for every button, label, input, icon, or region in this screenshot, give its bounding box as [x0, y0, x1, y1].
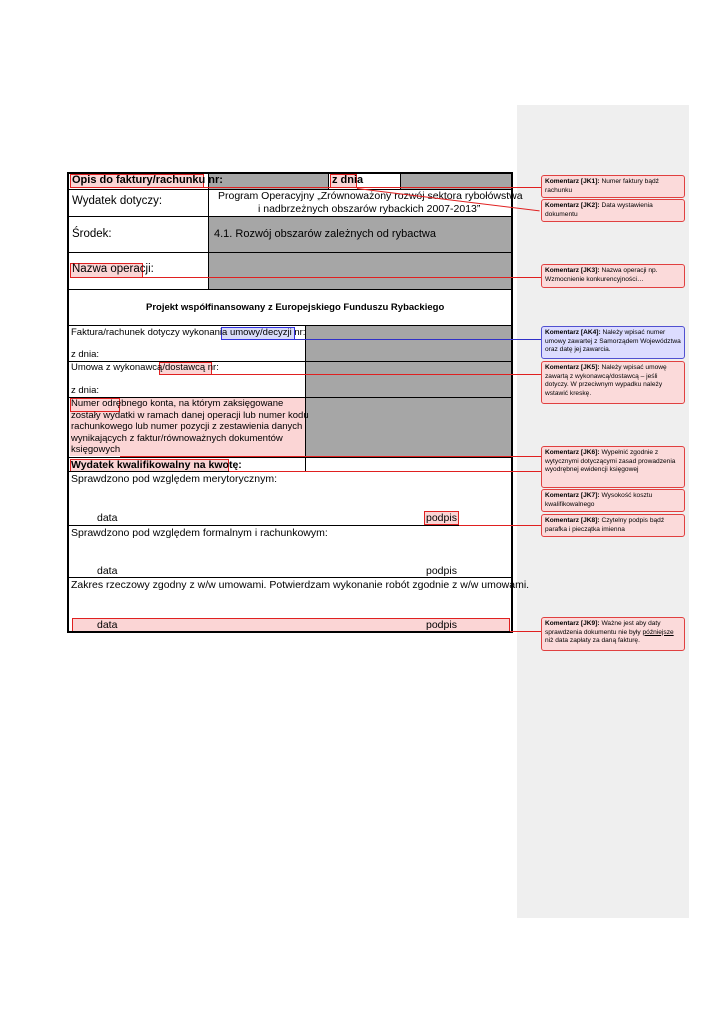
comment-title: Komentarz [JK3]: — [545, 267, 600, 274]
comment-title: Komentarz [JK9]: — [545, 620, 600, 627]
date-field-label: data — [97, 619, 118, 631]
invoice-label: Opis do faktury/rachunku nr: — [72, 174, 223, 186]
comment-jk8[interactable] — [541, 514, 685, 537]
comment-jk9[interactable] — [541, 617, 685, 651]
comment-jk1[interactable] — [541, 175, 685, 198]
date-field-label: data — [97, 565, 118, 577]
contract-number-cell[interactable] — [305, 326, 512, 361]
supplier-date-label: z dnia: — [71, 385, 99, 396]
contract-label-part1: Faktura/rachunek dotyczy wykonania — [71, 327, 230, 338]
signature-field-label: podpis — [426, 619, 457, 631]
table-border-right — [511, 172, 513, 633]
scope-confirmation-text: Zakres rzeczowy zgodny z w/w umowami. Potwierdzam wykonanie robót zgodnie z w/w umowami. — [71, 579, 530, 591]
comment-jk5[interactable] — [541, 361, 685, 404]
cofinance-title: Projekt współfinansowany z Europejskiego Funduszu Rybackiego — [146, 302, 445, 313]
comment-text: Czytelny podpis bądź parafka i pieczątka imienna — [545, 517, 665, 533]
supplier-label-part2: dostawcą nr: — [164, 362, 219, 373]
comment-jk2[interactable] — [541, 199, 685, 222]
supplier-label-part1: Umowa z wykonawcą/ — [71, 362, 165, 373]
comment-connector — [459, 525, 541, 526]
account-label-line: księgowych — [71, 444, 121, 456]
contract-label — [71, 327, 305, 338]
comment-title: Komentarz [JK5]: — [545, 364, 600, 371]
comment-title: Komentarz [JK1]: — [545, 178, 600, 185]
operation-name-cell[interactable] — [209, 253, 512, 289]
supplier-label — [71, 362, 219, 373]
date-label: z dnia — [332, 174, 364, 186]
row-divider — [67, 216, 513, 217]
account-label-line: wynikających z faktur/równoważnych dokumentów — [71, 432, 283, 444]
comment-text: Wysokość kosztu kwalifikowalnego — [545, 492, 653, 508]
comment-connector — [212, 374, 541, 375]
row-divider — [67, 252, 513, 253]
column-divider — [208, 172, 209, 290]
check-formal-label: Sprawdzono pod względem formalnym i rachunkowym: — [71, 527, 328, 539]
comment-text-underlined: późniejsze — [642, 628, 674, 636]
comment-text: niż data zapłaty za daną fakturę. — [545, 637, 640, 645]
row-divider — [67, 525, 513, 526]
comment-text: Należy wpisać numer umowy zawartej z Samorządem Województwa oraz datę jej zawarcia. — [545, 329, 681, 354]
comment-title: Komentarz [JK6]: — [545, 449, 600, 456]
comment-ak4[interactable] — [541, 326, 685, 359]
program-line1: Program Operacyjny „Zrównoważony rozwój sektora rybołówstwa — [218, 190, 523, 202]
comment-title: Komentarz [JK7]: — [545, 492, 600, 499]
table-border-left — [67, 172, 69, 633]
comment-title: Komentarz [JK8]: — [545, 517, 600, 524]
comment-jk7[interactable] — [541, 489, 685, 512]
comment-text: Wypełnić zgodnie z wytycznymi dotyczącymi zasad prowadzenia wyodrębnej ewidencji księgowej — [545, 449, 676, 474]
contract-label-part2: umowy/decyzji nr: — [229, 327, 306, 338]
account-label — [71, 398, 309, 456]
comment-connector — [120, 456, 541, 457]
account-label-line: rachunkowego lub numer pozycji z zestawienia danych — [71, 421, 303, 433]
supplier-number-cell[interactable] — [305, 361, 512, 397]
row-divider — [67, 577, 513, 578]
operation-label: Nazwa operacji: — [72, 263, 154, 275]
table-border-bottom — [67, 631, 513, 633]
measure-label: Środek: — [72, 228, 112, 240]
comment-text: Data wystawienia dokumentu — [545, 202, 653, 218]
comment-title: Komentarz [JK2]: — [545, 202, 600, 209]
row-divider — [67, 457, 513, 458]
signature-field-label: podpis — [426, 512, 457, 524]
signature-field-label: podpis — [426, 565, 457, 577]
comment-jk3[interactable] — [541, 264, 685, 288]
contract-date-label: z dnia: — [71, 349, 99, 360]
comment-connector — [229, 471, 541, 472]
eligible-label: Wydatek kwalifikowalny na kwotę: — [71, 459, 242, 471]
comment-jk6[interactable] — [541, 446, 685, 488]
comment-text: Ważne jest aby daty sprawdzenia dokumentu nie były — [545, 620, 661, 636]
expense-label: Wydatek dotyczy: — [72, 195, 163, 207]
comment-text: Należy wpisać umowę zawartą z wykonawcą/dostawcą – jeśli dotyczy. W przeciwnym wypadku należy wstawić kreskę. — [545, 364, 667, 397]
account-label-line: Numer odrębnego konta, na którym zaksięgowane — [71, 398, 284, 409]
check-merit-label: Sprawdzono pod względem merytorycznym: — [71, 473, 278, 485]
comment-connector — [143, 277, 541, 278]
row-divider — [67, 325, 513, 326]
program-line2: i nadbrzeżnych obszarów rybackich 2007-2013” — [258, 203, 481, 215]
comment-connector — [295, 339, 541, 340]
comment-text: Nazwa operacji np. Wzmocnienie konkurencyjności… — [545, 267, 658, 283]
date-field-label: data — [97, 512, 118, 524]
row-divider — [67, 289, 513, 290]
comment-title: Komentarz [AK4]: — [545, 329, 601, 336]
comment-connector — [510, 631, 541, 632]
measure-value: 4.1. Rozwój obszarów zależnych od rybactwa — [214, 228, 436, 240]
account-number-cell[interactable] — [305, 397, 512, 457]
comment-connector — [204, 187, 541, 188]
comment-text: Numer faktury bądź rachunku — [545, 178, 659, 194]
account-label-line: zostały wydatki w ramach danej operacji lub numer kodu — [71, 409, 309, 421]
